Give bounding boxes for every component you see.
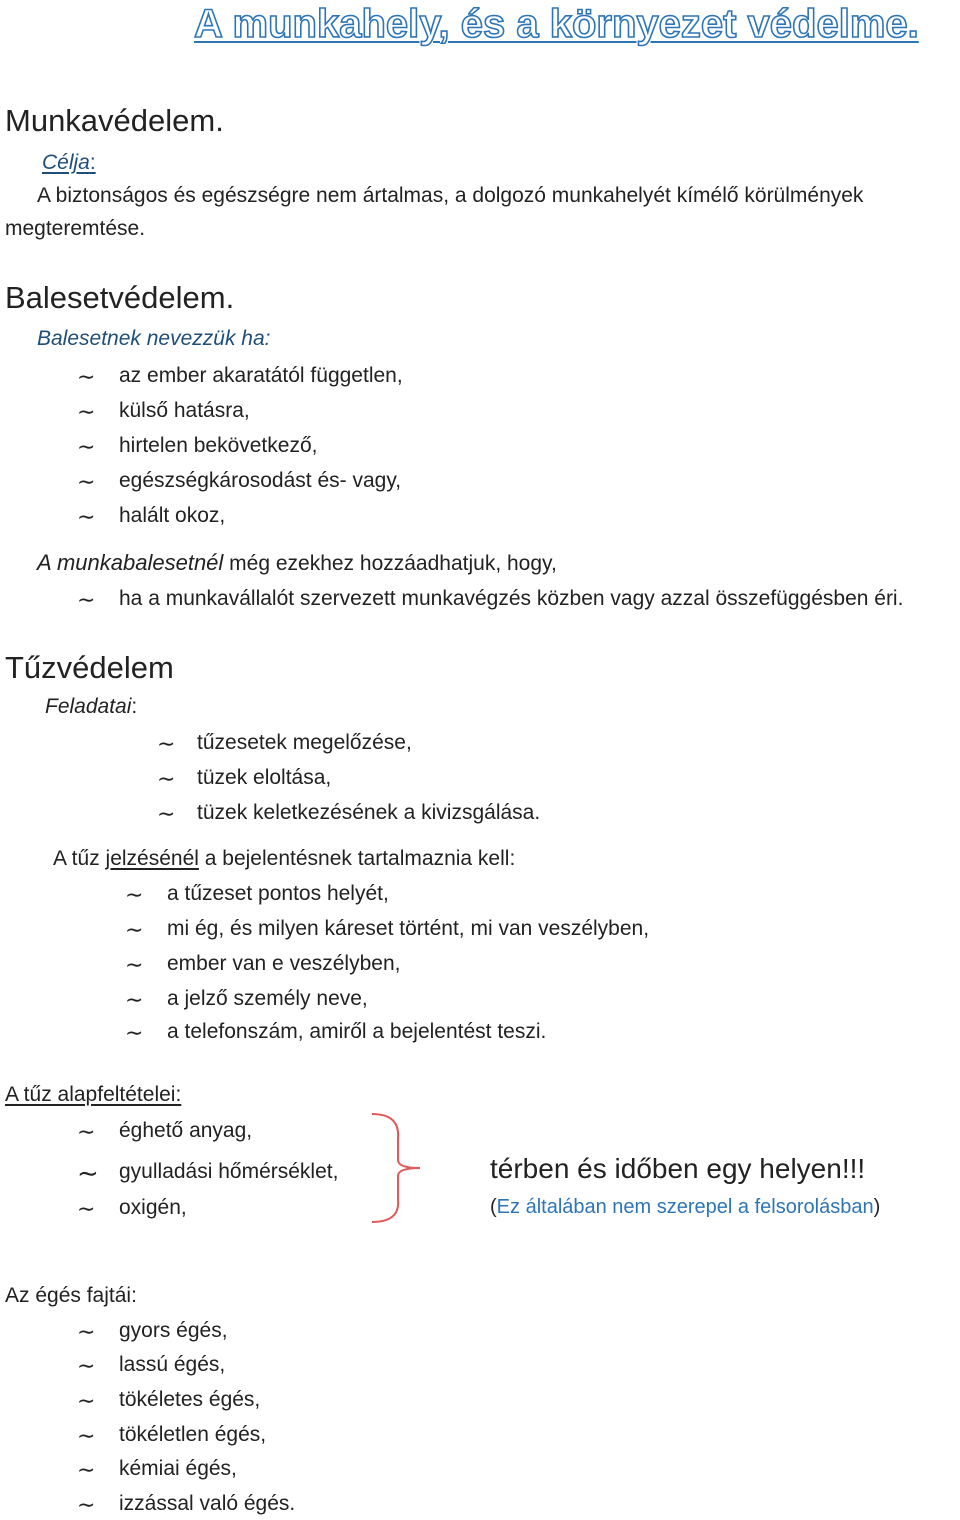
bullet-tilde: ∼ <box>77 504 96 529</box>
bullet-tilde: ∼ <box>77 1353 96 1378</box>
heading-eges: Az égés fajtái: <box>5 1284 137 1307</box>
bullet-tilde: ∼ <box>77 1158 99 1188</box>
page-title: A munkahely, és a környezet védelme. <box>194 2 919 46</box>
list-item: lassú égés, <box>119 1353 226 1376</box>
heading-tuzvedelem: Tűzvédelem <box>5 650 174 685</box>
list-item: éghető anyag, <box>119 1119 253 1142</box>
celja-label <box>42 152 96 173</box>
bullet-tilde: ∼ <box>77 469 96 494</box>
bullet-tilde: ∼ <box>77 587 96 612</box>
remark-text: Ez általában nem szerepel a felsorolásban <box>496 1196 874 1218</box>
bullet-tilde: ∼ <box>77 399 96 424</box>
curly-brace-icon <box>360 1108 430 1228</box>
munkabaleset-term: A munkabalesetnél <box>37 550 224 575</box>
heading-alapfeltetelek: A tűz alapfeltételei: <box>5 1083 182 1106</box>
paren-close: ) <box>873 1196 881 1218</box>
celja-label-text: Célja <box>42 151 90 174</box>
bullet-tilde: ∼ <box>157 801 176 826</box>
heading-balesetvedelem: Balesetvédelem. <box>5 280 235 315</box>
list-item: mi ég, és milyen káreset történt, mi van veszélyben, <box>167 917 650 940</box>
list-item: a tűzeset pontos helyét, <box>167 882 389 905</box>
bullet-tilde: ∼ <box>77 434 96 459</box>
list-item: ha a munkavállalót szervezett munkavégzés közben vagy azzal összefüggésben éri. <box>119 587 904 610</box>
bullet-tilde: ∼ <box>77 1119 96 1144</box>
list-item: tökéletlen égés, <box>119 1423 267 1446</box>
bullet-tilde: ∼ <box>77 1492 96 1517</box>
bullet-tilde: ∼ <box>77 1457 96 1482</box>
bullet-tilde: ∼ <box>157 731 176 756</box>
balesetvedelem-intro: Balesetnek nevezzük ha: <box>37 327 271 350</box>
bullet-tilde: ∼ <box>157 766 176 791</box>
bullet-tilde: ∼ <box>77 1196 96 1221</box>
munkavedelem-text-line2: megteremtése. <box>5 217 146 240</box>
feladatai-text: Feladatai <box>45 695 132 718</box>
list-item: gyors égés, <box>119 1319 228 1342</box>
list-item: kémiai égés, <box>119 1457 237 1480</box>
list-item: halált okoz, <box>119 504 226 527</box>
jelzes-underlined: jelzésénél <box>105 847 199 870</box>
bullet-tilde: ∼ <box>77 1319 96 1344</box>
list-item: külső hatásra, <box>119 399 250 422</box>
list-item: gyulladási hőmérséklet, <box>119 1160 339 1183</box>
bullet-tilde: ∼ <box>77 1423 96 1448</box>
munkabaleset-rest: még ezekhez hozzáadhatjuk, hogy, <box>223 552 557 575</box>
list-item: tűzesetek megelőzése, <box>197 731 412 754</box>
list-item: tüzek keletkezésének a kivizsgálása. <box>197 801 541 824</box>
bullet-tilde: ∼ <box>125 1020 144 1045</box>
feladatai-colon: : <box>131 695 138 718</box>
jelzes-intro <box>53 848 515 869</box>
bullet-tilde: ∼ <box>77 364 96 389</box>
list-item: izzással való égés. <box>119 1492 296 1515</box>
list-item: az ember akaratától független, <box>119 364 403 387</box>
bullet-tilde: ∼ <box>125 987 144 1012</box>
list-item: tökéletes égés, <box>119 1388 261 1411</box>
heading-munkavedelem: Munkavédelem. <box>5 103 224 138</box>
list-item: a telefonszám, amiről a bejelentést teszi. <box>167 1020 547 1043</box>
feladatai-label <box>45 696 137 717</box>
list-item: egészségkárosodást és- vagy, <box>119 469 402 492</box>
munkabaleset-line <box>37 552 557 574</box>
list-item: ember van e veszélyben, <box>167 952 401 975</box>
jelzes-pre: A tűz <box>53 847 106 870</box>
celja-colon: : <box>89 151 96 174</box>
paren-open: ( <box>490 1196 497 1218</box>
list-item: hirtelen bekövetkező, <box>119 434 318 457</box>
list-item: a jelző személy neve, <box>167 987 368 1010</box>
list-item: oxigén, <box>119 1196 187 1219</box>
alapfeltetelek-remark <box>490 1197 880 1217</box>
alapfeltetelek-note: térben és időben egy helyen!!! <box>490 1153 866 1184</box>
bullet-tilde: ∼ <box>125 917 144 942</box>
bullet-tilde: ∼ <box>125 952 144 977</box>
munkavedelem-text-line1: A biztonságos és egészségre nem ártalmas, a dolgozó munkahelyét kímélő körülmények <box>37 184 864 207</box>
bullet-tilde: ∼ <box>77 1388 96 1413</box>
jelzes-post: a bejelentésnek tartalmaznia kell: <box>198 847 516 870</box>
list-item: tüzek eloltása, <box>197 766 332 789</box>
bullet-tilde: ∼ <box>125 882 144 907</box>
